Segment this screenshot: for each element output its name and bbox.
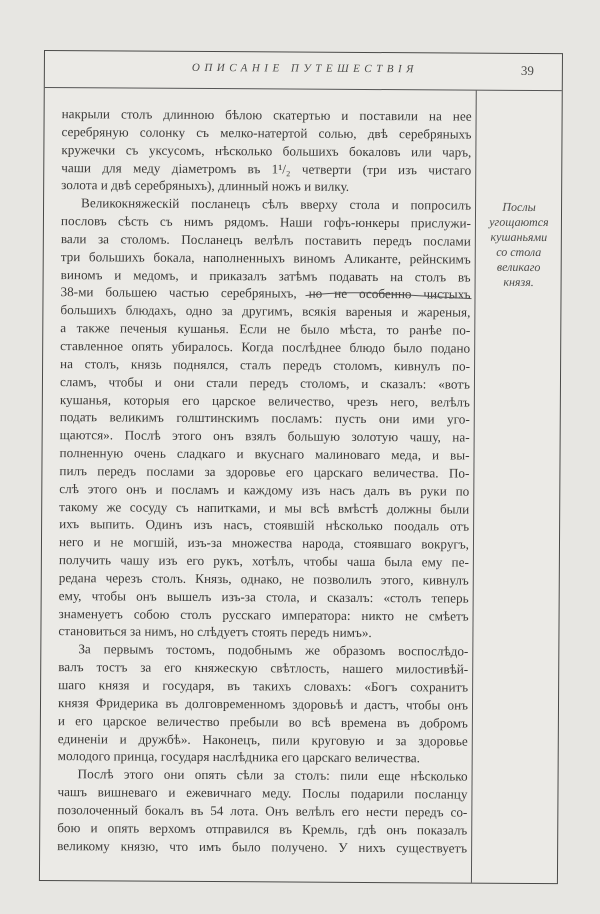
running-header <box>45 51 562 91</box>
text-line: такому же сосуду съ напитками, и мы всѣ вмѣстѣ должны были <box>59 498 470 517</box>
margin-column-divider <box>471 91 477 883</box>
margin-note-line: угощаются <box>489 214 549 230</box>
pencil-underline <box>303 290 473 303</box>
text-line: становиться за нимъ, но слѣдуетъ стоять передъ нимъ». <box>58 623 372 641</box>
text-line: ихъ выпить. Одинъ изъ насъ, стоявшій нѣсколько поодаль отъ <box>59 516 470 535</box>
text-line: кружечки съ уксусомъ, нѣсколько большихъ бокаловъ или чаръ, <box>61 141 472 160</box>
margin-note-line: со стола <box>496 244 542 260</box>
text-line: кушанья, которыя его царское величество, чрезъ него, велѣлъ <box>59 391 470 410</box>
text-line: чашъ вишневаго и ежевичнаго меду. Послы подарили посланцу <box>57 784 468 802</box>
text-line: 38-ми большею частью серебряныхъ, но не особенно чистыхъ <box>60 284 471 303</box>
text-line: серебряную солонку съ мелко-натертой солью, двѣ серебряныхъ <box>61 123 472 142</box>
text-line: единеніи и дружбѣ». Наконецъ, пили круговую и за здоровье <box>57 730 468 749</box>
text-line: золота и двѣ серебряныхъ), длинный ножъ и вилку. <box>61 177 350 195</box>
text-line: большихъ блюдахъ, одно за другимъ, всякія вареныя и жареныя, <box>60 302 471 320</box>
text-line: а также печеныя кушанья. Если не было мѣста, то ранѣе по- <box>60 320 471 338</box>
text-line: знаменуетъ собою столъ русскаго императора: никто не смѣетъ <box>58 605 469 624</box>
page-frame <box>39 50 563 884</box>
text-line: получить чашу изъ его рукъ, хотѣлъ, чтобы чаша была ему пе- <box>58 552 469 570</box>
text-line: бою и опять верхомъ отправился въ Кремль, гдѣ онъ показалъ <box>57 819 468 838</box>
text-line: чаши для меду діаметромъ въ 1¹/₂ четверти (три изъ чистаго <box>61 159 472 178</box>
text-line: накрыли столъ длинною бѣлою скатертью и поставили на нее <box>61 106 472 124</box>
text-line: Великокняжескій посланецъ сѣлъ вверху стола и попросилъ <box>81 195 472 213</box>
margin-note-line: князя. <box>503 274 534 289</box>
margin-note-line: великаго <box>496 259 541 275</box>
text-line: три большихъ бокала, наполненныхъ виномъ Аликанте, рейнскимъ <box>60 248 471 267</box>
body-text <box>57 105 472 857</box>
text-line: ставленное опять убиралось. Когда послѣднее блюдо было подано <box>60 338 471 356</box>
text-line: подать великимъ голштинскимъ посламъ: пусть они ими уго- <box>59 409 470 427</box>
text-line: щаются». Послѣ этого онъ взялъ большую золотую чашу, на- <box>59 427 470 445</box>
text-line: на столъ, князь поднялся, сталъ передъ столомъ, кивнулъ по- <box>60 355 471 374</box>
margin-note-line: Послы <box>502 199 536 215</box>
text-line: редана черезъ столъ. Князь, однако, не позволилъ этого, кивнулъ <box>58 570 469 588</box>
text-line: великому князю, что имъ было получено. У нихъ существуетъ <box>57 837 468 856</box>
text-line: Послѣ этого они опять сѣли за столъ: пили еще нѣсколько <box>77 766 468 784</box>
text-line: пилъ передъ послами за здоровье его царскаго величества. По- <box>59 462 470 481</box>
text-line: За первымъ тостомъ, подобнымъ же образомъ воспослѣдо- <box>78 641 469 659</box>
text-line: молодого принца, государя наслѣдника его царскаго величества. <box>57 748 420 766</box>
text-line: шаго князя и государя, въ такихъ словахъ: «Богъ сохранитъ <box>58 677 469 695</box>
text-line: сламъ, чтобы и они стали передъ столомъ, и сказалъ: «вотъ <box>59 373 471 392</box>
text-line: валъ тостъ за его княжескую свѣтлость, нашего милостивѣй- <box>58 659 469 677</box>
text-line: него и не могшій, изъ-за множества народа, стоявшаго вокругъ, <box>58 534 470 552</box>
text-line: виномъ и медомъ, и приказалъ затѣмъ подавать на столъ въ <box>60 266 471 285</box>
text-line: позолоченный бокалъ въ 54 лота. Онъ велѣлъ его нести передъ со- <box>57 802 468 820</box>
text-line: князя Фридерика въ долговременномъ здоровьѣ и дастъ, чтобы онъ <box>57 694 469 713</box>
text-line: пословъ сѣсть съ нимъ рядомъ. Наши гофъ-юнкеры прислужи- <box>60 213 471 231</box>
text-line: вали за столомъ. Посланецъ велѣлъ поставить передъ послами <box>60 231 471 249</box>
text-line: ему, чтобы онъ вышелъ изъ-за стола, и сказалъ: «столъ теперь <box>58 587 469 606</box>
text-line: и его царское величество пребыли во всѣ времена въ добромъ <box>57 712 468 731</box>
page-number: 39 <box>520 62 534 78</box>
margin-note <box>480 200 559 290</box>
margin-note-line: кушаньями <box>490 229 548 245</box>
text-line: полненную очень сладкаго и вкуснаго малиноваго меда, и вы- <box>59 445 470 463</box>
text-line: слѣ этого онъ и посламъ и каждому изъ насъ далъ въ руки по <box>59 480 470 499</box>
running-title: ОПИСАНІЕ ПУТЕШЕСТВІЯ <box>191 61 418 76</box>
